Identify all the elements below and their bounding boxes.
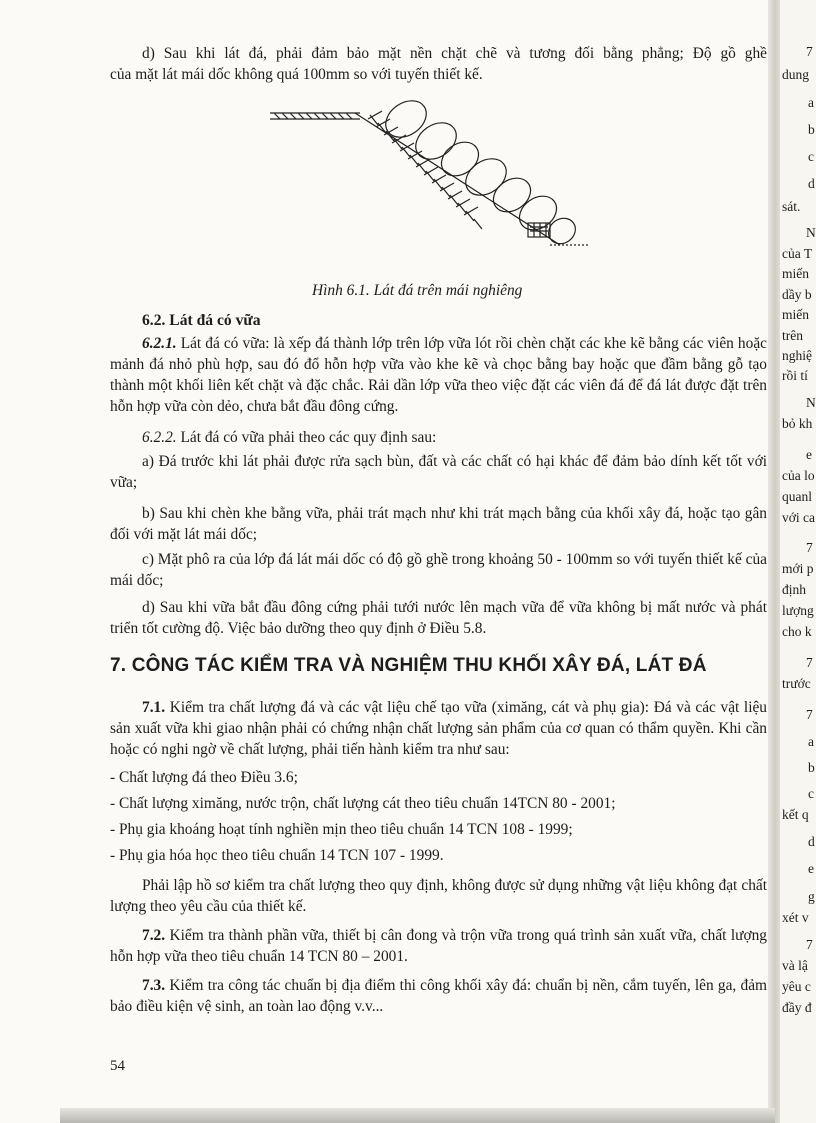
para-6-2-2 [110, 427, 767, 448]
right-fragment: đầy đ [782, 1000, 812, 1015]
para-7-1-number: 7.1. [142, 699, 166, 716]
para-7-3 [110, 975, 767, 1017]
bullet-4: - Phụ gia hóa học theo tiêu chuẩn 14 TCN 107 - 1999. [110, 847, 444, 864]
right-fragment: 7 [806, 540, 813, 555]
right-fragment: bỏ kh [782, 416, 813, 431]
stone [379, 95, 433, 145]
right-fragment: quanl [782, 489, 812, 504]
right-fragment: 7 [806, 707, 813, 722]
para-6-2-1 [110, 333, 767, 417]
para-7-2-text: Kiểm tra thành phần vữa, thiết bị cân đong và trộn vữa trong quá trình sản xuất vữa, chất lượng hỗn hợp vữa theo tiêu chuẩn 14 TCN 80 – 2001. [110, 927, 767, 965]
slope-paving-figure [260, 95, 600, 265]
bullet-1: - Chất lượng đá theo Điều 3.6; [110, 769, 298, 786]
para-6-2-2-text: Lát đá có vữa phải theo các quy định sau: [180, 429, 437, 446]
stone [409, 115, 463, 166]
right-fragment: mới p [782, 561, 814, 576]
item-b: b) Sau khi chèn khe bằng vữa, phải trát mạch như khi trát mạch bằng của khối xây đá, hoặc tạo gân đối với mặt lát mái dốc; [110, 505, 767, 543]
para-d1-line2: của mặt lát mái dốc không quá 100mm so với tuyến thiết kế. [110, 66, 483, 83]
para-6-2-1-number: 6.2.1. [142, 335, 177, 352]
para-7-1 [110, 697, 767, 760]
right-fragment: b [808, 122, 815, 137]
figure-caption: Hình 6.1. Lát đá trên mái nghiêng [312, 282, 523, 299]
right-fragment: xét v [782, 910, 809, 925]
heading-6-2: 6.2. Lát đá có vữa [142, 312, 261, 329]
slope-hatch [370, 115, 482, 229]
right-fragment: 7 [806, 44, 813, 59]
right-fragment: của T [782, 246, 813, 261]
stone [513, 189, 563, 237]
para-7-1-text: Kiểm tra chất lượng đá và các vật liệu chế tạo vữa (ximăng, cát và phụ gia): Đá và các vật liệu sản xuất vữa khi giao nhận phải có chứng nhận chất lượng sản phẩm của cơ quan có thẩm quyền. Khi cần hoặc có nghi ngờ về chất lượng, phải tiến hành kiểm tra như sau: [110, 699, 767, 758]
right-fragment: dầy b [782, 287, 812, 302]
right-fragment: 7 [806, 937, 813, 952]
right-fragment: g [808, 889, 815, 904]
right-fragment: a [808, 734, 814, 749]
right-fragment: d [808, 834, 815, 849]
right-fragment: với ca [782, 510, 815, 525]
right-fragment: trước [782, 676, 811, 691]
right-fragment: 7 [806, 655, 813, 670]
right-fragment: a [808, 95, 814, 110]
right-fragment: b [808, 760, 815, 775]
para-7-1-tail: Phải lập hồ sơ kiểm tra chất lượng theo quy định, không được sử dụng những vật liệu không đạt chất lượng theo yêu cầu của thiết kế. [110, 877, 767, 915]
para-6-2-1-text: Lát đá có vữa: là xếp đá thành lớp trên lớp vữa lót rồi chèn chặt các khe kẽ bằng các viên hoặc mảnh đá nhỏ phù hợp, sau đó đổ hỗn hợp vữa vào khe kẽ và chọc bằng bay hoặc que đầm bằng gỗ tạo thành một khối liên kết chặt và đặc chắc. Rải dần lớp vữa theo việc đặt các viên đá để đá lát được đặt trên hỗn hợp vữa còn dẻo, chưa bắt đầu đông cứng. [110, 335, 767, 415]
right-fragment: e [808, 861, 814, 876]
bullet-2: - Chất lượng ximăng, nước trộn, chất lượng cát theo tiêu chuẩn 14TCN 80 - 2001; [110, 795, 616, 812]
para-7-2 [110, 925, 767, 967]
para-d1-line1: d) Sau khi lát đá, phải đảm bảo mặt nền chặt chẽ và tương đối bằng phẳng; Độ gồ ghề [142, 45, 767, 62]
right-fragment: sát. [782, 199, 801, 214]
para-7-3-text: Kiểm tra công tác chuẩn bị địa điểm thi công khối xây đá: chuẩn bị nền, cắm tuyến, lên ga, đảm bảo điều kiện vệ sinh, an toàn lao động v.v... [110, 977, 768, 1015]
right-fragment: lượng [782, 603, 814, 618]
right-fragment: của lo [782, 468, 815, 483]
stone [459, 151, 513, 202]
right-fragment: miến [782, 266, 809, 281]
para-7-2-number: 7.2. [142, 927, 166, 944]
right-fragment: d [808, 176, 815, 191]
bullet-3: - Phụ gia khoáng hoạt tính nghiền mịn theo tiêu chuẩn 14 TCN 108 - 1999; [110, 821, 573, 838]
hatch-top [274, 113, 352, 119]
stone [435, 135, 485, 183]
para-7-3-number: 7.3. [142, 977, 166, 994]
right-fragment: miến [782, 307, 809, 322]
right-fragment: c [808, 149, 814, 164]
stone [544, 213, 581, 249]
right-fragment: và lậ [782, 958, 808, 973]
right-fragment: yêu c [782, 979, 811, 994]
right-fragment: nghiệ [782, 348, 812, 363]
right-fragment: rồi tí [782, 368, 808, 383]
para-6-2-2-number: 6.2.2. [142, 429, 177, 446]
right-fragment: e [806, 447, 812, 462]
right-fragment: trên [782, 328, 803, 343]
right-fragment: định [782, 582, 807, 597]
heading-7: 7. CÔNG TÁC KIỂM TRA VÀ NGHIỆM THU KHỐI XÂY ĐÁ, LÁT ĐÁ [110, 655, 707, 676]
right-page-edge [780, 0, 816, 1123]
right-fragment: cho k [782, 624, 812, 639]
page-bottom-shadow [60, 1108, 775, 1123]
item-c: c) Mặt phô ra của lớp đá lát mái dốc có độ gồ ghề trong khoảng 50 - 100mm so với tuyến thiết kế của mái dốc; [110, 551, 767, 589]
item-a: a) Đá trước khi lát phải được rửa sạch bùn, đất và các chất có hại khác để đảm bảo dính kết tốt với vữa; [110, 453, 767, 491]
right-fragment: kết q [782, 807, 809, 822]
right-fragment: dung [782, 67, 809, 82]
right-fragment: N [806, 395, 816, 410]
right-fragment: N [806, 225, 816, 240]
right-fragment: c [808, 786, 814, 801]
item-d: d) Sau khi vữa bắt đầu đông cứng phải tưới nước lên mạch vữa để vữa không bị mất nước và phát triển tốt cường độ. Việc bảo dưỡng theo quy định ở Điều 5.8. [110, 599, 767, 637]
page-number: 54 [110, 1058, 125, 1074]
stone [487, 171, 537, 219]
